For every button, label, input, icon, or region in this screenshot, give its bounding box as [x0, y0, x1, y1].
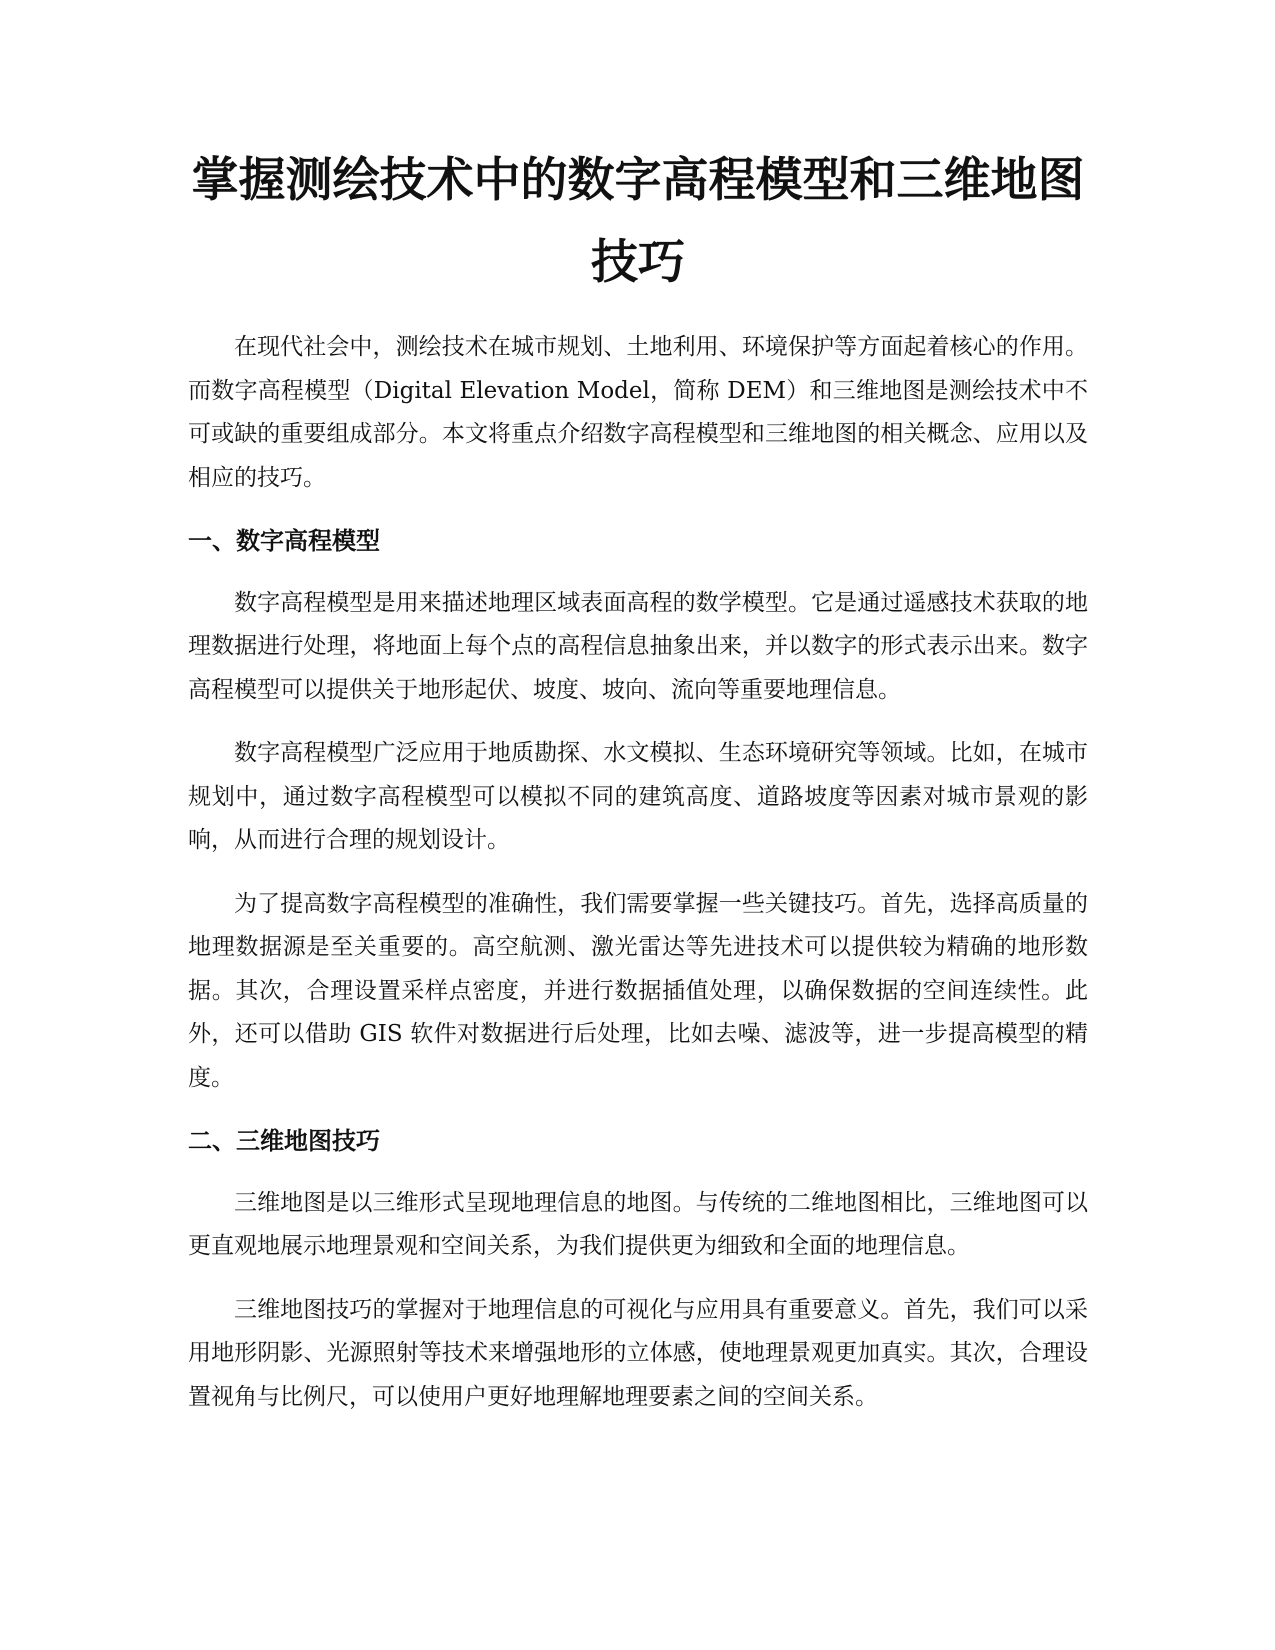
intro-paragraph: 在现代社会中，测绘技术在城市规划、土地利用、环境保护等方面起着核心的作用。而数字高程模型（Digital Elevation Model，简称 DEM）和三维地图是测绘技术中不可或缺的重要组成部分。本文将重点介绍数字高程模型和三维地图的相关概念、应用以及相应的技巧。 [188, 334, 1088, 491]
title-line-1: 掌握测绘技术中的数字高程模型和三维地图 [191, 153, 1085, 208]
document-title [188, 140, 1088, 304]
document-page [188, 140, 1088, 1419]
paragraph-3d-map-techniques: 三维地图技巧的掌握对于地理信息的可视化与应用具有重要意义。首先，我们可以采用地形阴影、光源照射等技术来增强地形的立体感，使地理景观更加真实。其次，合理设置视角与比例尺，可以使用户更好地理解地理要素之间的空间关系。 [188, 1296, 1088, 1410]
paragraph-dem-definition: 数字高程模型是用来描述地理区域表面高程的数学模型。它是通过遥感技术获取的地理数据进行处理，将地面上每个点的高程信息抽象出来，并以数字的形式表示出来。数字高程模型可以提供关于地形起伏、坡度、坡向、流向等重要地理信息。 [188, 589, 1088, 703]
section-heading-dem: 一、数字高程模型 [188, 527, 380, 555]
paragraph-dem-applications: 数字高程模型广泛应用于地质勘探、水文模拟、生态环境研究等领域。比如，在城市规划中，通过数字高程模型可以模拟不同的建筑高度、道路坡度等因素对城市景观的影响，从而进行合理的规划设计。 [188, 740, 1088, 853]
paragraph-3d-map-definition: 三维地图是以三维形式呈现地理信息的地图。与传统的二维地图相比，三维地图可以更直观地展示地理景观和空间关系，为我们提供更为细致和全面的地理信息。 [188, 1189, 1088, 1259]
title-line-2: 技巧 [591, 235, 685, 290]
section-heading-3d-map: 二、三维地图技巧 [188, 1127, 380, 1155]
paragraph-dem-techniques: 为了提高数字高程模型的准确性，我们需要掌握一些关键技巧。首先，选择高质量的地理数据源是至关重要的。高空航测、激光雷达等先进技术可以提供较为精确的地形数据。其次，合理设置采样点密度，并进行数据插值处理，以确保数据的空间连续性。此外，还可以借助 GIS 软件对数据进行后处理，比如去噪、滤波等，进一步提高模型的精度。 [188, 890, 1088, 1091]
